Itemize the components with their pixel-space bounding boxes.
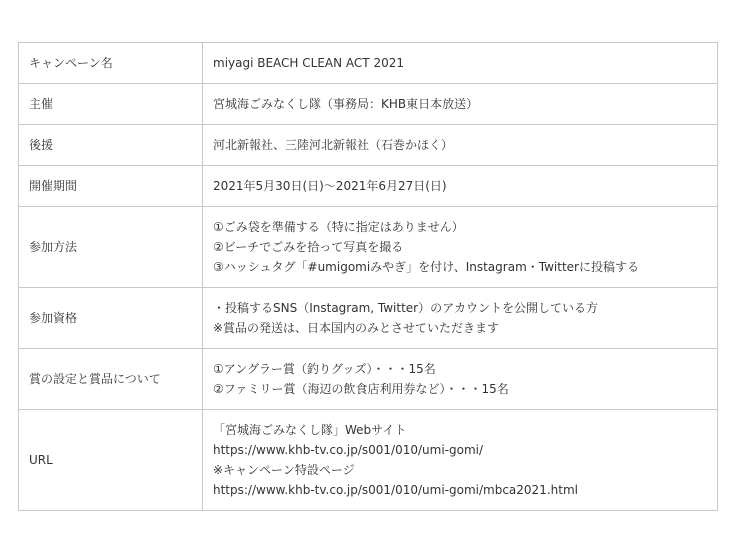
value-line: 宮城海ごみなくし隊（事務局：KHB東日本放送） bbox=[213, 97, 479, 111]
table-row-how-to-join bbox=[19, 207, 718, 288]
row-value bbox=[203, 288, 718, 349]
website-url-link[interactable]: https://www.khb-tv.co.jp/s001/010/umi-gomi/ bbox=[213, 443, 484, 457]
table-row-period bbox=[19, 166, 718, 207]
value-line: ①ごみ袋を準備する（特に指定はありません） bbox=[213, 220, 464, 234]
row-value bbox=[203, 125, 718, 166]
value-line: ・投稿するSNS（Instagram, Twitter）のアカウントを公開している方 bbox=[213, 301, 598, 315]
table-row-campaign-name bbox=[19, 43, 718, 84]
row-label: 後援 bbox=[19, 125, 203, 166]
row-label: 開催期間 bbox=[19, 166, 203, 207]
row-label: 参加方法 bbox=[19, 207, 203, 288]
row-label: キャンペーン名 bbox=[19, 43, 203, 84]
value-line: ③ハッシュタグ「#umigomiみやぎ」を付け、Instagram・Twitterに投稿する bbox=[213, 260, 639, 274]
row-label: URL bbox=[19, 410, 203, 511]
table-row-sponsor bbox=[19, 125, 718, 166]
value-line: ①アングラー賞（釣りグッズ）・・・15名 bbox=[213, 362, 436, 376]
table-row-organizer bbox=[19, 84, 718, 125]
row-value bbox=[203, 43, 718, 84]
value-line: 2021年5月30日(日)～2021年6月27日(日) bbox=[213, 179, 447, 193]
campaign-info-table bbox=[18, 42, 718, 511]
value-line: 「宮城海ごみなくし隊」Webサイト bbox=[213, 423, 407, 437]
row-value bbox=[203, 410, 718, 511]
row-value bbox=[203, 207, 718, 288]
row-label: 参加資格 bbox=[19, 288, 203, 349]
row-value bbox=[203, 166, 718, 207]
table-row-eligibility bbox=[19, 288, 718, 349]
value-line: ②ビーチでごみを拾って写真を撮る bbox=[213, 240, 404, 254]
table-row-url bbox=[19, 410, 718, 511]
row-label: 賞の設定と賞品について bbox=[19, 349, 203, 410]
value-line: ※キャンペーン特設ページ bbox=[213, 463, 355, 477]
row-value bbox=[203, 84, 718, 125]
table-row-prizes bbox=[19, 349, 718, 410]
value-line: miyagi BEACH CLEAN ACT 2021 bbox=[213, 56, 404, 70]
value-line: ②ファミリー賞（海辺の飲食店利用券など）・・・15名 bbox=[213, 382, 509, 396]
row-label: 主催 bbox=[19, 84, 203, 125]
row-value bbox=[203, 349, 718, 410]
campaign-url-link[interactable]: https://www.khb-tv.co.jp/s001/010/umi-gomi/mbca2021.html bbox=[213, 483, 578, 497]
value-line: 河北新報社、三陸河北新報社（石巻かほく） bbox=[213, 138, 454, 152]
value-line: ※賞品の発送は、日本国内のみとさせていただきます bbox=[213, 321, 500, 335]
